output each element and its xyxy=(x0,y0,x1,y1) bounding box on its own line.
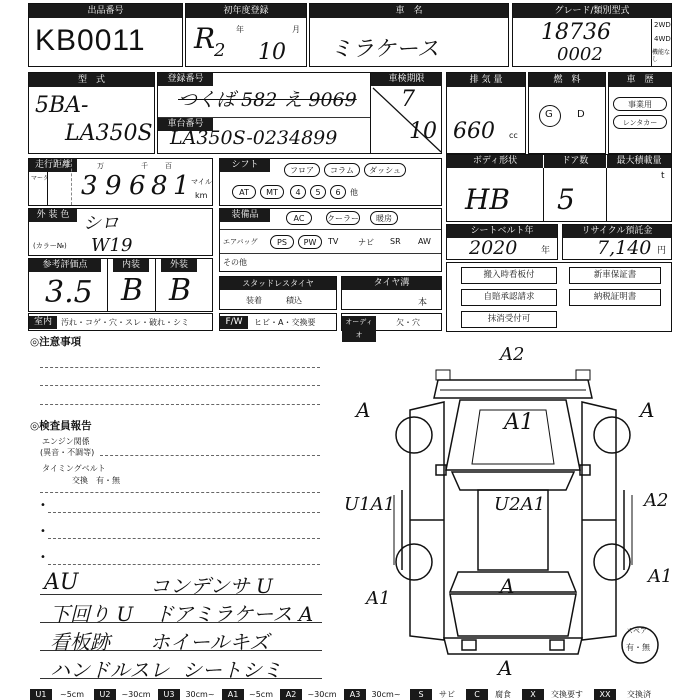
lot-number-box xyxy=(28,3,183,67)
drive-2wd: 2WD xyxy=(654,21,671,29)
shift-label: シフト xyxy=(220,159,270,172)
inspector-title: ◎検査員報告 xyxy=(30,420,92,432)
mileage-unit-mile: マイル xyxy=(191,178,212,186)
legend-desc: 交換要す xyxy=(551,690,583,699)
shift-4: 4 xyxy=(290,185,306,199)
shift-other: 他 xyxy=(350,188,358,197)
timing-belt-value: 交換 有・無 xyxy=(72,476,120,485)
registration-number-box xyxy=(157,72,442,154)
studless-mounted: 装着 xyxy=(246,296,262,305)
equip-aw: AW xyxy=(418,237,431,246)
interior-label: 内装 xyxy=(113,259,149,272)
shift-5: 5 xyxy=(310,185,326,199)
color-value: シロ xyxy=(83,213,119,234)
lot-number-label: 出品番号 xyxy=(29,4,182,18)
interior-value: B xyxy=(121,273,144,308)
mileage-digit-3: 6 xyxy=(129,171,146,201)
displacement-label: 排 気 量 xyxy=(447,73,525,87)
mileage-unit-hyaku: 百 xyxy=(165,162,172,170)
displacement-box xyxy=(446,72,526,154)
shift-at: AT xyxy=(232,185,256,199)
legend-code: A2 xyxy=(280,689,302,700)
seatbelt-label: シートベルト年 xyxy=(447,225,557,238)
doors-label: ドア数 xyxy=(544,155,606,168)
legend-desc: 30cm~ xyxy=(185,690,215,699)
audio-label: オーディオ xyxy=(342,316,376,342)
diagram-mark-left-mid: U1A1 xyxy=(344,494,396,515)
fuel-label: 燃 料 xyxy=(529,73,605,87)
diagram-mark-roof: U2A1 xyxy=(494,494,546,515)
seatbelt-year: 2020 xyxy=(469,237,518,259)
equip-ac: AC xyxy=(286,211,312,225)
score-box xyxy=(28,258,213,312)
seatbelt-box xyxy=(446,224,558,260)
mileage-digit-5: 1 xyxy=(173,171,190,201)
body-type-value: HB xyxy=(465,183,510,216)
inspector-note-1b: コンデンサ U xyxy=(150,574,273,598)
recycle-box xyxy=(562,224,672,260)
inspector-note-4a: ハンドルスレ xyxy=(50,658,170,682)
tire-depth-unit: 本 xyxy=(418,298,428,308)
legend-desc: ~5cm xyxy=(249,690,273,699)
car-name-box xyxy=(309,3,509,67)
equip-ps: PS xyxy=(270,235,294,249)
diagram-mark-rear-left: A1 xyxy=(366,588,391,609)
engine-sub: (異音・不調等) xyxy=(40,448,95,457)
legend-code: A3 xyxy=(344,689,366,700)
legend-code: S xyxy=(410,689,432,700)
displacement-value: 660 xyxy=(453,119,495,144)
grade-box xyxy=(512,3,672,67)
doc-signboard: 搬入時看板付 xyxy=(461,267,557,284)
doc-cancellation: 抹消受付可 xyxy=(461,311,557,328)
equipment-label: 装備品 xyxy=(220,209,270,222)
mileage-digit-4: 8 xyxy=(151,171,168,201)
spare-value: 有・無 xyxy=(626,643,650,652)
legend-desc: 30cm~ xyxy=(371,690,401,699)
legend-desc: ~30cm xyxy=(307,690,337,699)
legend-code: X xyxy=(522,689,544,700)
legend-code: A1 xyxy=(222,689,244,700)
doc-insurance-claim: 自賠承認請求 xyxy=(461,289,557,306)
fuel-gasoline: G xyxy=(545,109,553,120)
diagram-mark-rear-right: A1 xyxy=(648,566,673,587)
model-value-2: LA350S xyxy=(65,121,153,146)
legend-code: XX xyxy=(594,689,616,700)
shift-box xyxy=(219,158,442,206)
load-unit: t xyxy=(661,171,665,181)
usage-rental: レンタカー xyxy=(613,115,667,129)
score-label: 参考評価点 xyxy=(29,259,101,272)
shift-dash: ダッシュ xyxy=(364,163,406,177)
registration-month: 10 xyxy=(258,40,286,65)
mileage-unit-km: km xyxy=(195,191,208,200)
body-type-box xyxy=(446,154,672,222)
audio-box xyxy=(341,313,442,339)
body-type-label: ボディ形状 xyxy=(447,155,543,168)
recycle-value: 7,140 xyxy=(597,237,652,259)
lot-number: KB0011 xyxy=(35,24,146,57)
inspector-note-2b: ドアミラケース A xyxy=(154,602,314,626)
displacement-unit: cc xyxy=(509,131,518,140)
model-label: 型 式 xyxy=(29,73,154,87)
fuel-diesel: D xyxy=(577,109,585,120)
inspection-label: 車検期限 xyxy=(371,73,442,86)
inspection-column xyxy=(370,73,442,153)
diagram-mark-front: A2 xyxy=(500,344,525,365)
fuel-box xyxy=(528,72,606,154)
score-value: 3.5 xyxy=(45,275,93,310)
grade-line-2: 0002 xyxy=(557,44,603,65)
registration-number-label: 登録番号 xyxy=(158,73,213,86)
registration-number: つくば 582 え 9069 xyxy=(178,89,357,111)
inspector-note-1a: AU xyxy=(44,570,79,595)
equipment-box xyxy=(219,208,442,272)
registration-year: 2 xyxy=(214,40,226,61)
diagram-mark-right-mid: A2 xyxy=(644,490,669,511)
grade-label: グレード/類別型式 xyxy=(513,4,671,18)
diagram-mark-hood: A1 xyxy=(504,410,534,435)
car-name: ミラケース xyxy=(330,37,439,62)
year-unit: 年 xyxy=(236,25,244,34)
studless-loaded: 積込 xyxy=(286,296,302,305)
diagram-mark-trunk: A xyxy=(500,574,515,598)
color-box xyxy=(28,208,213,256)
doors-value: 5 xyxy=(557,183,575,216)
legend-desc: 腐食 xyxy=(495,690,511,699)
chassis-number-label: 車台番号 xyxy=(158,118,213,131)
inspector-note-3a: 看板跡 xyxy=(50,630,110,654)
equip-cooler: クーラー xyxy=(326,211,360,225)
inspector-note-2a: 下回り U xyxy=(50,602,134,626)
shift-6: 6 xyxy=(330,185,346,199)
interior-condition-label: 室内 xyxy=(29,316,57,329)
interior-condition-box xyxy=(28,313,213,331)
usage-box xyxy=(608,72,672,154)
mileage-meter-mark: マーク xyxy=(31,175,50,182)
studless-box xyxy=(219,276,337,310)
usage-label: 車 歴 xyxy=(609,73,671,87)
spare-label: スペア xyxy=(626,627,647,635)
legend-desc: ~5cm xyxy=(60,690,84,699)
caution-title: ◎注意事項 xyxy=(30,336,82,348)
diagram-mark-front-left: A xyxy=(356,398,371,422)
model-value-1: 5BA- xyxy=(35,93,89,118)
color-label: 外 装 色 xyxy=(29,209,77,222)
month-unit: 月 xyxy=(292,25,300,34)
doc-tax-certificate: 納税証明書 xyxy=(569,289,661,306)
usage-business: 事業用 xyxy=(613,97,667,111)
audio-value: 欠・穴 xyxy=(396,318,420,327)
color-code: W19 xyxy=(91,235,133,256)
legend-code: C xyxy=(466,689,488,700)
inspection-month: 10 xyxy=(409,119,437,144)
drive-none: 機能なし xyxy=(652,49,671,63)
equip-heater: 暖房 xyxy=(370,211,398,225)
interior-condition: 汚れ・コゲ・穴・スレ・破れ・シミ xyxy=(61,318,189,327)
doc-new-car-warranty: 新車保証書 xyxy=(569,267,661,284)
seatbelt-year-unit: 年 xyxy=(541,246,551,256)
engine-label: エンジン関係 xyxy=(42,437,90,446)
equip-sr: SR xyxy=(390,237,401,246)
legend-desc: ~30cm xyxy=(121,690,151,699)
diagram-mark-rear: A xyxy=(498,656,513,680)
legend-code: U2 xyxy=(94,689,116,700)
drive-4wd: 4WD xyxy=(654,35,671,43)
timing-belt-label: タイミングベルト xyxy=(42,464,106,473)
legend-desc: 交換済 xyxy=(627,690,651,699)
inspector-note-4b: シートシミ xyxy=(182,658,282,682)
shift-column: コラム xyxy=(324,163,360,177)
car-name-label: 車 名 xyxy=(310,4,508,18)
equip-pw: PW xyxy=(298,235,322,249)
load-label: 最大積載量 xyxy=(607,155,671,168)
legend-code: U3 xyxy=(158,689,180,700)
grade-line-1: 18736 xyxy=(541,20,611,45)
fw-box xyxy=(219,313,337,331)
mileage-digit-2: 9 xyxy=(105,171,122,201)
recycle-label: リサイクル預託金 xyxy=(563,225,671,238)
documents-box xyxy=(446,262,672,332)
fw-value: ヒビ・A・交換要 xyxy=(254,318,316,327)
mileage-label: 走行距離 xyxy=(29,159,77,172)
recycle-unit: 円 xyxy=(657,246,667,256)
equip-navi: ナビ xyxy=(358,238,374,247)
exterior-value: B xyxy=(169,273,192,308)
shift-mt: MT xyxy=(260,185,284,199)
drive-type-column xyxy=(651,19,672,66)
equip-other: その他 xyxy=(223,258,247,267)
fw-label: F/W xyxy=(220,316,248,329)
mileage-unit-sen: 千 xyxy=(141,162,148,170)
registration-era: R xyxy=(194,22,216,55)
inspection-year: 7 xyxy=(401,87,415,112)
legend-code: U1 xyxy=(30,689,52,700)
equip-airbag: エアバッグ xyxy=(223,238,258,246)
chassis-number: LA350S-0234899 xyxy=(170,127,338,149)
exterior-label: 外装 xyxy=(161,259,197,272)
model-box xyxy=(28,72,155,154)
first-registration-box xyxy=(185,3,307,67)
equip-tv: TV xyxy=(328,237,339,246)
color-code-label: (カラー№) xyxy=(33,242,67,250)
mileage-unit-man: 万 xyxy=(97,162,104,170)
studless-label: スタッドレスタイヤ xyxy=(220,277,336,290)
diagram-mark-front-right: A xyxy=(640,398,655,422)
shift-floor: フロア xyxy=(284,163,320,177)
legend-desc: サビ xyxy=(439,690,455,699)
tire-depth-label: タイヤ溝 xyxy=(342,277,441,290)
tire-depth-box xyxy=(341,276,442,310)
first-registration-label: 初年度登録 xyxy=(186,4,306,18)
inspector-note-3b: ホイールキズ xyxy=(150,630,270,654)
mileage-box xyxy=(28,158,213,206)
mileage-digit-1: 3 xyxy=(81,171,98,201)
